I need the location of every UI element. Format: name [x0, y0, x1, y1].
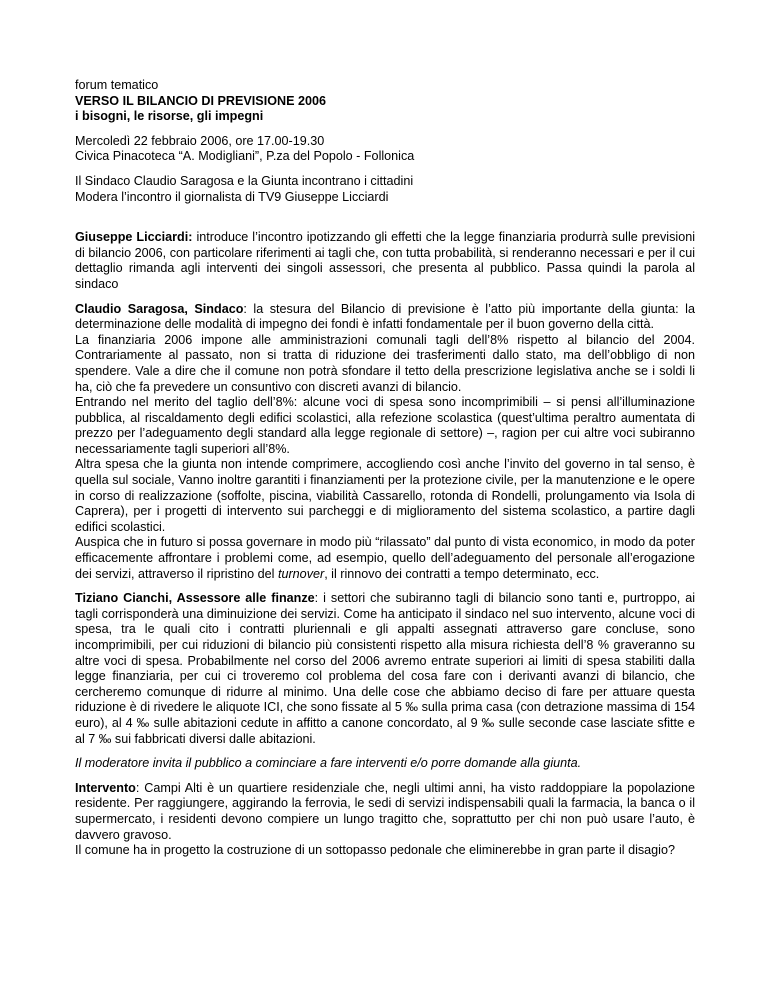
paragraph-cianchi: [75, 591, 695, 747]
section-saragosa: [75, 302, 695, 583]
speaker-cianchi: Tiziano Cianchi, Assessore alle finanze: [75, 591, 315, 606]
intervento-paragraph-1: [75, 781, 695, 843]
intervento-text-1: : Campi Alti è un quartiere residenziale che, negli ultimi anni, ha visto raddoppiare la popolazione residente. Per raggiungere, aggirando la ferrovia, le sedi di servizi indispensabili quali la farmacia, la banca o il supermercato, i residenti devono compiere un lungo tragitto che, soprattutto per chi non può usare l’auto, è davvero gravoso.: [75, 780, 695, 842]
forum-kicker: forum tematico: [75, 78, 159, 92]
licciardi-text: introduce l’incontro ipotizzando gli effetti che la legge finanziaria produrrà sulle previsioni di bilancio 2006, con particolare riferimenti ai tagli che, con tutta probabilità, si renderanno necessari e per il cui dettaglio rimanda agli interventi dei singoli assessori, che presenta al pubblico. Passa quindi la parola al sindaco: [75, 230, 696, 291]
saragosa-paragraph-3: Entrando nel merito del taglio dell’8%: alcune voci di spesa sono incomprimibili – si pensi all’illuminazione pubblica, al riscaldamento degli edifici scolastici, alla refezione scolastica (quest’ultima peraltro aumentata di prezzo per l’adeguamento degli standard alla legge regionale di settore) –, ragion per cui altre voci subiranno necessariamente tagli superiori all’8%.: [75, 395, 695, 456]
saragosa-turnover: turnover: [277, 566, 325, 581]
forum-title: VERSO IL BILANCIO DI PREVISIONE 2006: [75, 93, 327, 108]
event-intro: [75, 174, 695, 205]
paragraph-licciardi: [75, 230, 695, 292]
intro-line-1: Il Sindaco Claudio Saragosa e la Giunta incontrano i cittadini: [75, 173, 414, 188]
saragosa-text-1: : la stesura del Bilancio di previsione è l’atto più importante della giunta: la determinazione delle modalità di impegno dei fondi è infatti fondamentale per il buon governo della città.: [75, 301, 695, 332]
saragosa-text-5a: Auspica che in futuro si possa governare in modo più “rilassato” dal punto di vista economico, in modo da poter efficacemente affrontare i problemi come, ad esempio, quello dell’adeguamento del personale all’erogazione dei servizi, attraverso il ripristino del: [75, 535, 695, 581]
saragosa-paragraph-1: [75, 302, 695, 333]
document-page: [75, 78, 695, 868]
intervento-paragraph-2: Il comune ha in progetto la costruzione di un sottopasso pedonale che eliminerebbe in gran parte il disagio?: [75, 843, 675, 858]
forum-header: [75, 78, 695, 125]
speaker-saragosa: Claudio Saragosa, Sindaco: [75, 301, 244, 316]
cianchi-text: : i settori che subiranno tagli di bilancio sono tanti e, purtroppo, ai tagli corrisponderà una diminuizione dei servizi. Come ha anticipato il sindaco nel suo intervento, alcune voci di spesa, tra le quali cito i contratti pluriennali e gli appalti assegnati attraverso gare concluse, sono incomprimibili, per cui riduzioni di bilancio più consistenti rispetto alla misura richiesta dell’8 % graveranno su altre voci di spesa. Probabilmente nel corso del 2006 avremo entrate superiori ai limiti di spesa stabiliti dalla legge finanziaria, per cui ci troveremo col problema del cosa fare con i derivanti avanzi di bilancio, che cercheremo comunque di ridurre al minimo. Una delle cose che abbiamo deciso di fare per attuare questa riduzione è di rivedere le aliquote ICI, che sono fissate al 5 ‰ sulla prima casa (con detrazione massima di 154 euro), al 4 ‰ sulle abitazioni cedute in affitto a canone concordato, al 9 ‰ sulle seconde case lasciate sfitte e al 7 ‰ sui fabbricati diversi dalle abitazioni.: [75, 591, 696, 746]
saragosa-paragraph-4: Altra spesa che la giunta non intende comprimere, accogliendo così anche l’invito del governo in tal senso, è quella sul sociale, Vanno inoltre garantiti i finanziamenti per la protezione civile, per la manutenzione e le opere in corso di realizzazione (soffolte, piscina, viabilità Cassarello, rotonda di Rondelli, prolungamento via Isola di Caprera), per i progetti di intervento sui parcheggi e di miglioramento del sistema scolastico, a partire dagli edifici scolastici.: [75, 457, 695, 534]
event-details: [75, 134, 695, 165]
event-place: Civica Pinacoteca “A. Modigliani”, P.za del Popolo - Follonica: [75, 149, 415, 164]
intro-line-2: Modera l’incontro il giornalista di TV9 Giuseppe Licciardi: [75, 189, 389, 204]
section-intervento: [75, 781, 695, 859]
speaker-licciardi: Giuseppe Licciardi:: [75, 230, 193, 245]
forum-subtitle: i bisogni, le risorse, gli impegni: [75, 109, 264, 124]
moderator-note: Il moderatore invita il pubblico a cominciare a fare interventi e/o porre domande alla giunta.: [75, 756, 582, 771]
saragosa-paragraph-5: [75, 535, 695, 582]
event-date: Mercoledì 22 febbraio 2006, ore 17.00-19.30: [75, 133, 325, 148]
speaker-intervento: Intervento: [75, 780, 136, 795]
saragosa-text-5b: , il rinnovo dei contratti a tempo determinato, ecc.: [324, 566, 600, 581]
saragosa-paragraph-2: La finanziaria 2006 impone alle amministrazioni comunali tagli dell’8% rispetto al bilancio del 2004. Contrariamente al passato, non si tratta di riduzione dei trasferimenti dallo stato, ma dell’obbligo di non spendere. Vale a dire che il comune non potrà sfondare il tetto della prescrizione legislativa anche se i soldi li ha, ciò che fa prevedere un consuntivo con discreti avanzi di bilancio.: [75, 332, 695, 394]
